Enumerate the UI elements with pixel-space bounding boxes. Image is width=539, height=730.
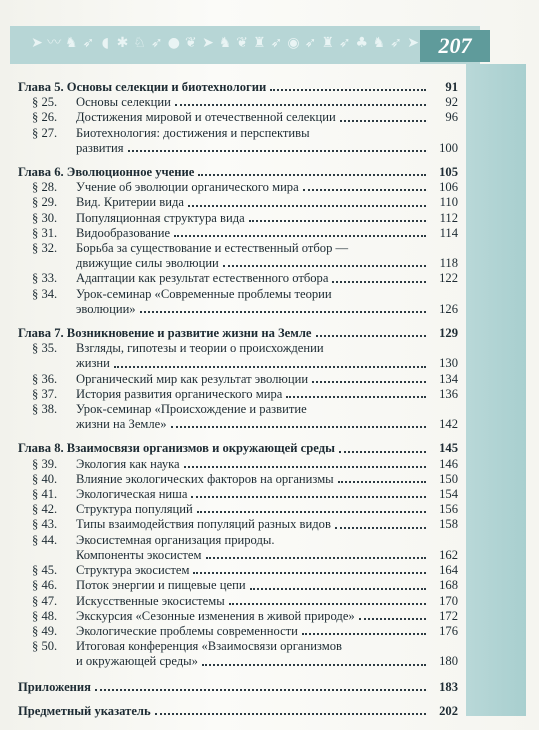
dot-leader <box>249 220 426 222</box>
butterfly-icon: ❦ <box>185 35 197 51</box>
page-ref: 170 <box>439 593 458 608</box>
table-of-contents <box>18 80 458 719</box>
section-title-continued: движущие силы эволюции <box>76 256 219 271</box>
bird-icon: ➶ <box>304 35 317 51</box>
dot-leader <box>339 451 426 453</box>
toc-section-entry[interactable] <box>18 594 458 609</box>
dot-leader <box>229 603 426 605</box>
dot-leader <box>223 265 426 267</box>
toc-section-entry[interactable] <box>18 487 458 502</box>
section-title: Поток энергии и пищевые цепи <box>76 578 246 593</box>
toc-section-entry[interactable] <box>18 457 458 472</box>
dot-leader <box>175 104 426 106</box>
side-color-band <box>466 64 526 716</box>
page-ref: 114 <box>439 225 458 240</box>
dot-leader <box>340 120 426 122</box>
section-number: § 32. <box>32 241 58 256</box>
section-title: Борьба за существование и естественный отбор — <box>76 241 349 256</box>
page-ref: 176 <box>439 623 458 638</box>
bird-icon: ➶ <box>82 35 95 51</box>
toc-chapter-entry[interactable] <box>18 80 458 95</box>
toc-section-entry[interactable] <box>18 402 458 417</box>
dot-leader <box>140 311 426 313</box>
section-title-continued: и окружающей среды» <box>76 654 198 669</box>
frog-icon: ♣ <box>355 35 369 51</box>
toc-section-entry[interactable] <box>18 195 458 210</box>
toc-chapter-entry[interactable] <box>18 441 458 456</box>
toc-section-entry[interactable] <box>18 533 458 548</box>
toc-index-entry[interactable] <box>18 704 458 719</box>
toc-section-entry[interactable] <box>18 609 458 624</box>
page-ref: 118 <box>439 256 458 271</box>
section-title: Вид. Критерии вида <box>76 195 184 210</box>
toc-chapter-entry[interactable] <box>18 165 458 180</box>
section-number: § 30. <box>32 210 58 225</box>
section-title: Искусственные экосистемы <box>76 593 225 608</box>
page-ref: 112 <box>439 210 458 225</box>
fish-icon: ➤ <box>31 35 43 51</box>
page-ref: 91 <box>445 80 458 94</box>
section-number: § 25. <box>32 95 58 110</box>
dot-leader <box>332 281 426 283</box>
spacer <box>18 670 458 680</box>
page-ref: 105 <box>439 165 458 180</box>
section-title: Урок-семинар «Современные проблемы теории <box>76 286 332 301</box>
butterfly-icon: ❦ <box>236 35 249 51</box>
index-title: Предметный указатель <box>18 703 151 718</box>
page-ref: 100 <box>439 140 458 155</box>
dot-leader <box>184 466 426 468</box>
section-title: История развития органического мира <box>76 386 283 401</box>
page-ref: 146 <box>439 456 458 471</box>
section-number: § 28. <box>32 180 58 195</box>
toc-section-continuation[interactable] <box>18 548 458 563</box>
section-number: § 41. <box>32 487 58 502</box>
section-number: § 36. <box>32 371 58 386</box>
deer-icon: ♞ <box>64 35 78 51</box>
dot-leader <box>359 618 426 620</box>
page-ref: 145 <box>439 441 458 456</box>
dot-leader <box>188 205 426 207</box>
section-number: § 39. <box>32 456 58 471</box>
section-number: § 38. <box>32 402 58 417</box>
dot-leader <box>95 689 426 691</box>
toc-section-entry[interactable] <box>18 578 458 593</box>
page-ref: 172 <box>439 608 458 623</box>
dot-leader <box>128 150 426 152</box>
toc-section-entry[interactable] <box>18 287 458 302</box>
dot-leader <box>193 572 426 574</box>
section-title: Влияние экологических факторов на организмы <box>76 471 334 486</box>
section-number: § 27. <box>32 125 58 140</box>
page-ref: 110 <box>439 195 458 210</box>
section-title-continued: жизни на Земле» <box>76 417 167 432</box>
dog-icon: ♞ <box>218 35 232 51</box>
toc-section-entry[interactable] <box>18 387 458 402</box>
toc-appendix-entry[interactable] <box>18 680 458 695</box>
spacer <box>18 432 458 441</box>
toc-section-entry[interactable] <box>18 502 458 517</box>
page-ref: 92 <box>445 95 458 110</box>
page-ref: 158 <box>439 517 458 532</box>
section-title: Основы селекции <box>76 95 171 110</box>
section-title-continued: жизни <box>76 356 110 371</box>
section-number: § 49. <box>32 623 58 638</box>
dot-leader <box>270 89 426 91</box>
dot-leader <box>202 664 426 666</box>
section-number: § 50. <box>32 639 58 654</box>
page-ref: 96 <box>445 110 458 125</box>
section-title: Экскурсия «Сезонные изменения в живой природе» <box>76 608 355 623</box>
page-ref: 154 <box>439 487 458 502</box>
section-number: § 34. <box>32 286 58 301</box>
dot-leader <box>335 527 426 529</box>
spacer <box>18 156 458 165</box>
fish-icon: ➤ <box>202 35 214 51</box>
section-title-continued: эволюции» <box>76 301 136 316</box>
section-title: Достижения мировой и отечественной селекции <box>76 110 336 125</box>
section-number: § 29. <box>32 195 58 210</box>
section-title: Итоговая конференция «Взаимосвязи организмов <box>76 639 342 654</box>
page-ref: 150 <box>439 471 458 486</box>
toc-section-entry[interactable] <box>18 472 458 487</box>
dot-leader <box>312 381 426 383</box>
section-number: § 48. <box>32 608 58 623</box>
page-ref: 134 <box>439 371 458 386</box>
section-number: § 40. <box>32 471 58 486</box>
dot-leader <box>191 496 426 498</box>
toc-section-entry[interactable] <box>18 226 458 241</box>
toc-section-entry[interactable] <box>18 517 458 532</box>
toc-section-entry[interactable] <box>18 341 458 356</box>
dot-leader <box>303 189 426 191</box>
page-ref: 136 <box>439 386 458 401</box>
dot-leader <box>197 511 426 513</box>
lizard-icon: 〰 <box>47 35 62 51</box>
dinosaur-icon: ♜ <box>252 35 266 51</box>
cat-icon: ♞ <box>372 35 386 51</box>
section-title: Структура экосистем <box>76 563 190 578</box>
section-title: Экологические проблемы современности <box>76 623 298 638</box>
toc-section-entry[interactable] <box>18 241 458 256</box>
toc-section-entry[interactable] <box>18 271 458 286</box>
dot-leader <box>206 557 427 559</box>
toc-section-entry[interactable] <box>18 624 458 639</box>
page-ref: 168 <box>439 578 458 593</box>
toc-section-continuation[interactable] <box>18 417 458 432</box>
dot-leader <box>114 366 426 368</box>
section-number: § 31. <box>32 225 58 240</box>
section-title: Учение об эволюции органического мира <box>76 180 299 195</box>
appendix-title: Приложения <box>18 679 91 694</box>
snail-icon: ◉ <box>287 35 300 51</box>
chapter-title: Глава 6. Эволюционное учение <box>18 165 195 180</box>
dot-leader <box>338 481 426 483</box>
section-title: Урок-семинар «Происхождение и развитие <box>76 402 307 417</box>
page-ref: 130 <box>439 356 458 371</box>
section-title: Взгляды, гипотезы и теории о происхождении <box>76 341 324 356</box>
page-ref: 126 <box>439 301 458 316</box>
page-ref: 142 <box>439 417 458 432</box>
section-title: Экологическая ниша <box>76 487 188 502</box>
section-title: Популяционная структура вида <box>76 210 245 225</box>
toc-section-entry[interactable] <box>18 110 458 125</box>
page-ref: 122 <box>439 271 458 286</box>
toc-section-entry[interactable] <box>18 563 458 578</box>
section-title: Экосистемная организация природы. <box>76 532 275 547</box>
toc-section-continuation[interactable] <box>18 141 458 156</box>
section-title: Типы взаимодействия популяций разных видов <box>76 517 331 532</box>
section-title: Структура популяций <box>76 502 193 517</box>
toc-section-entry[interactable] <box>18 211 458 226</box>
page-ref: 156 <box>439 502 458 517</box>
page-number: 207 <box>420 30 490 62</box>
section-title: Биотехнология: достижения и перспективы <box>76 125 310 140</box>
toc-section-entry[interactable] <box>18 372 458 387</box>
dot-leader <box>286 396 426 398</box>
page-ref: 202 <box>439 703 458 718</box>
section-number: § 37. <box>32 386 58 401</box>
spacer <box>18 317 458 326</box>
section-title: Органический мир как результат эволюции <box>76 371 309 386</box>
animal-silhouette-strip <box>30 30 420 56</box>
bug-icon: ✱ <box>116 35 129 51</box>
section-title: Видообразование <box>76 225 171 240</box>
bird-icon: ➶ <box>390 35 402 51</box>
page-ref: 106 <box>439 180 458 195</box>
chapter-title: Глава 7. Возникновение и развитие жизни на Земле <box>18 326 312 341</box>
toc-section-entry[interactable] <box>18 126 458 141</box>
bird-icon: ➶ <box>270 35 283 51</box>
toc-section-continuation[interactable] <box>18 654 458 669</box>
dot-leader <box>174 235 426 237</box>
toc-section-entry[interactable] <box>18 180 458 195</box>
toc-section-continuation[interactable] <box>18 356 458 371</box>
page-ref: 183 <box>439 679 458 694</box>
spacer <box>18 695 458 704</box>
section-title: Адаптации как результат естественного отбора <box>76 271 329 286</box>
toc-section-continuation[interactable] <box>18 302 458 317</box>
section-number: § 45. <box>32 563 58 578</box>
toc-chapter-entry[interactable] <box>18 326 458 341</box>
page-ref: 180 <box>439 654 458 669</box>
section-number: § 35. <box>32 341 58 356</box>
section-number: § 43. <box>32 517 58 532</box>
toc-section-entry[interactable] <box>18 639 458 654</box>
section-title-continued: развития <box>76 140 124 155</box>
page-ref: 129 <box>439 326 458 341</box>
pig-icon: ● <box>167 35 180 51</box>
chapter-title: Глава 5. Основы селекции и биотехнологии <box>18 80 267 94</box>
fox-icon: ♘ <box>133 35 146 51</box>
dot-leader <box>302 633 426 635</box>
section-title-continued: Компоненты экосистем <box>76 547 202 562</box>
section-number: § 26. <box>32 110 58 125</box>
page-ref: 164 <box>439 563 458 578</box>
section-number: § 47. <box>32 593 58 608</box>
bird-icon: ➶ <box>338 35 351 51</box>
dot-leader <box>198 174 426 176</box>
dot-leader <box>171 426 426 428</box>
dinosaur-icon: ♜ <box>321 35 334 51</box>
section-title: Экология как наука <box>76 456 180 471</box>
fish-icon: ➤ <box>407 35 419 51</box>
dot-leader <box>316 335 427 337</box>
rodent-icon: ◖ <box>101 35 110 51</box>
section-number: § 46. <box>32 578 58 593</box>
page-ref: 162 <box>439 547 458 562</box>
toc-section-continuation[interactable] <box>18 256 458 271</box>
bird-icon: ➶ <box>150 35 163 51</box>
section-number: § 44. <box>32 532 58 547</box>
section-number: § 42. <box>32 502 58 517</box>
dot-leader <box>250 588 426 590</box>
chapter-title: Глава 8. Взаимосвязи организмов и окружающей среды <box>18 441 335 456</box>
dot-leader <box>155 713 426 715</box>
toc-section-entry[interactable] <box>18 95 458 110</box>
section-number: § 33. <box>32 271 58 286</box>
